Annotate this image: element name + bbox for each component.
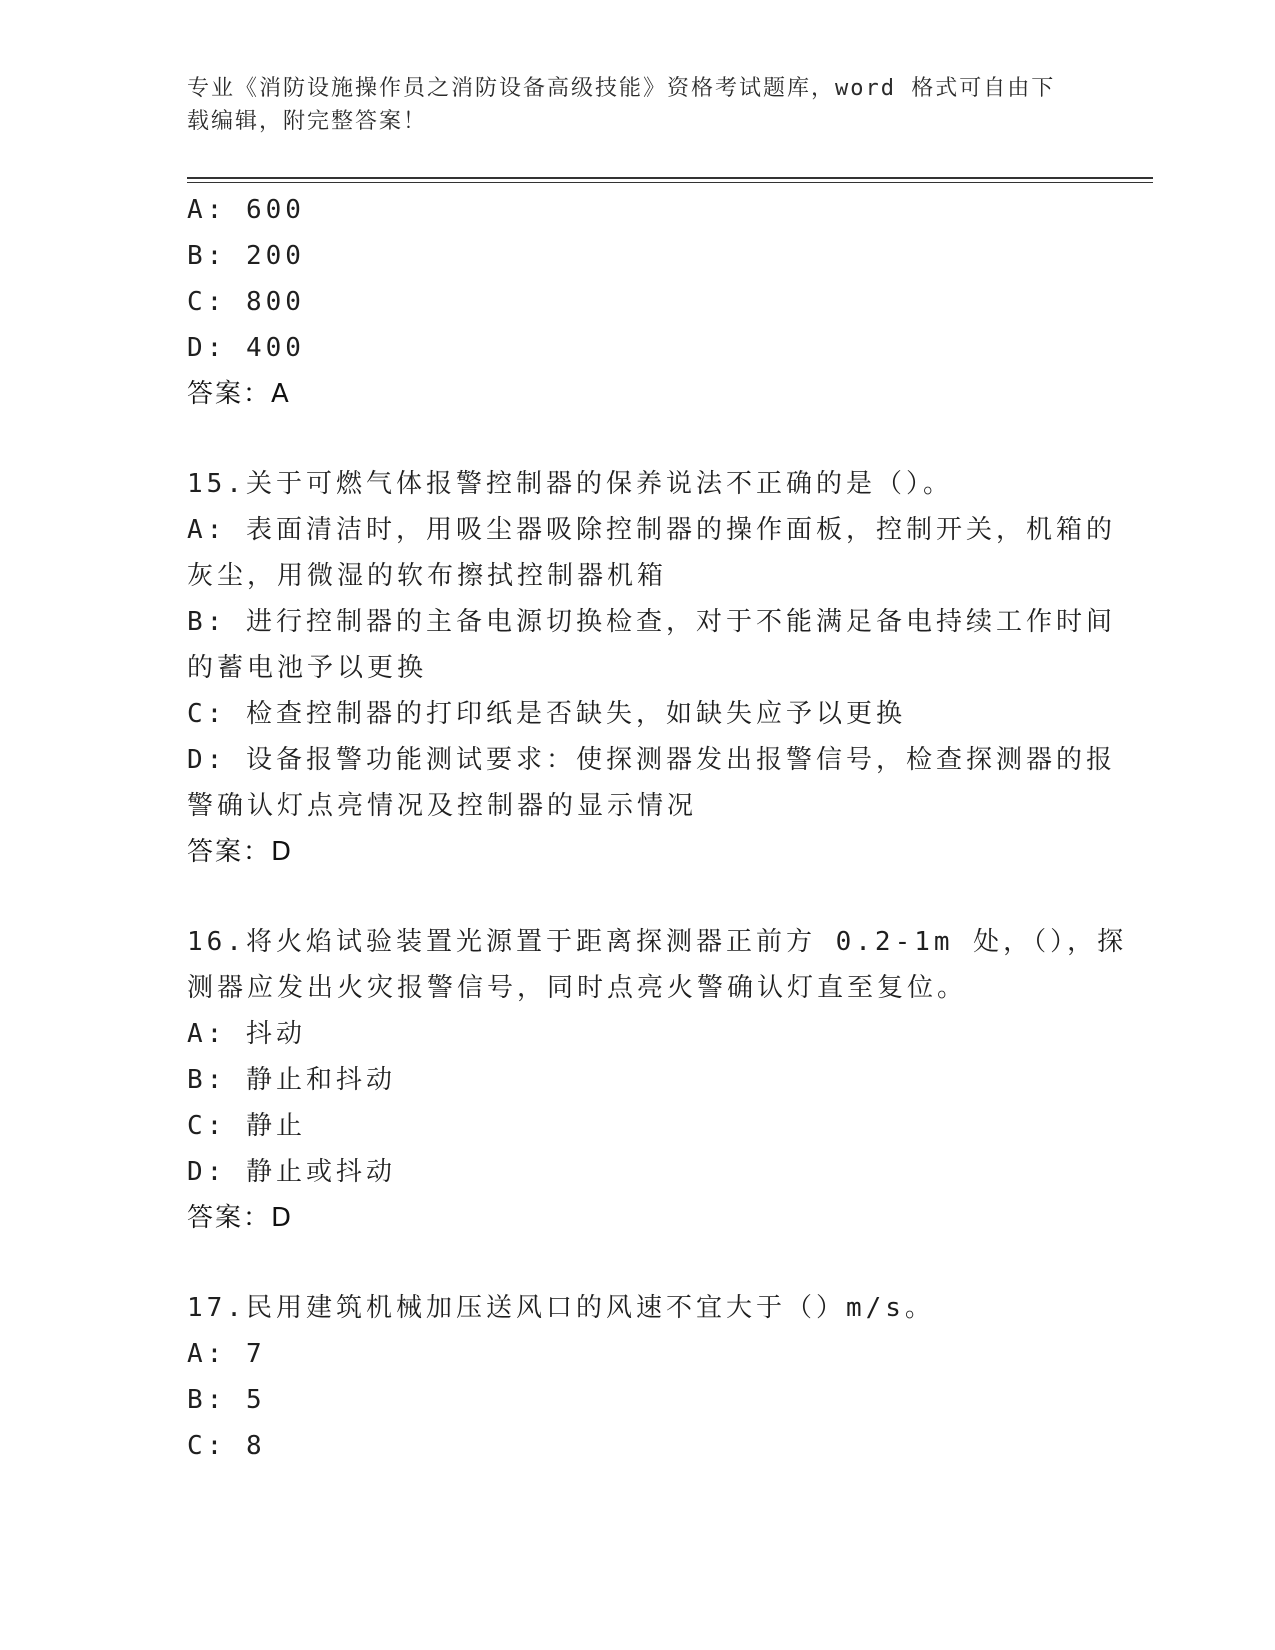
question-15 bbox=[187, 461, 1116, 875]
question-stem-line-1: 16.将火焰试验装置光源置于距离探测器正前方 0.2-1m 处，（），探 bbox=[187, 927, 1128, 957]
header-divider-thin bbox=[187, 182, 1153, 183]
option-a: A: 抖动 bbox=[187, 1019, 306, 1049]
option-a-line-2: 灰尘，用微湿的软布擦拭控制器机箱 bbox=[187, 561, 668, 591]
answer-label: 答案：D bbox=[187, 837, 294, 867]
option-c: C: 检查控制器的打印纸是否缺失，如缺失应予以更换 bbox=[187, 699, 906, 729]
option-d: D: 静止或抖动 bbox=[187, 1157, 396, 1187]
header-line-1: 专业《消防设施操作员之消防设备高级技能》资格考试题库，word 格式可自由下 bbox=[187, 76, 1056, 101]
answer-label: 答案：A bbox=[187, 379, 291, 409]
question-stem-line-2: 测器应发出火灾报警信号，同时点亮火警确认灯直至复位。 bbox=[187, 973, 968, 1003]
option-d-line-2: 警确认灯点亮情况及控制器的显示情况 bbox=[187, 791, 698, 821]
option-b: B: 静止和抖动 bbox=[187, 1065, 396, 1095]
question-stem: 15.关于可燃气体报警控制器的保养说法不正确的是（）。 bbox=[187, 469, 953, 499]
question-17 bbox=[187, 1285, 1087, 1469]
question-14 bbox=[187, 187, 1087, 417]
option-a: A: 600 bbox=[187, 195, 305, 225]
question-list bbox=[187, 187, 1128, 1469]
question-16 bbox=[187, 919, 1128, 1241]
option-d-line-1: D: 设备报警功能测试要求：使探测器发出报警信号，检查探测器的报 bbox=[187, 745, 1116, 775]
option-c: C: 静止 bbox=[187, 1111, 306, 1141]
header-line-2: 载编辑，附完整答案！ bbox=[187, 109, 428, 134]
header-divider bbox=[187, 177, 1153, 179]
option-b-line-1: B: 进行控制器的主备电源切换检查，对于不能满足备电持续工作时间 bbox=[187, 607, 1116, 637]
option-b: B: 200 bbox=[187, 241, 305, 271]
option-d: D: 400 bbox=[187, 333, 305, 363]
question-stem: 17.民用建筑机械加压送风口的风速不宜大于（）m/s。 bbox=[187, 1293, 935, 1323]
option-b-line-2: 的蓄电池予以更换 bbox=[187, 653, 428, 683]
option-b: B: 5 bbox=[187, 1385, 266, 1415]
option-a: A: 7 bbox=[187, 1339, 266, 1369]
answer-label: 答案：D bbox=[187, 1203, 294, 1233]
option-a-line-1: A: 表面清洁时，用吸尘器吸除控制器的操作面板，控制开关，机箱的 bbox=[187, 515, 1116, 545]
option-c: C: 8 bbox=[187, 1431, 266, 1461]
option-c: C: 800 bbox=[187, 287, 305, 317]
document-header bbox=[187, 72, 1067, 138]
